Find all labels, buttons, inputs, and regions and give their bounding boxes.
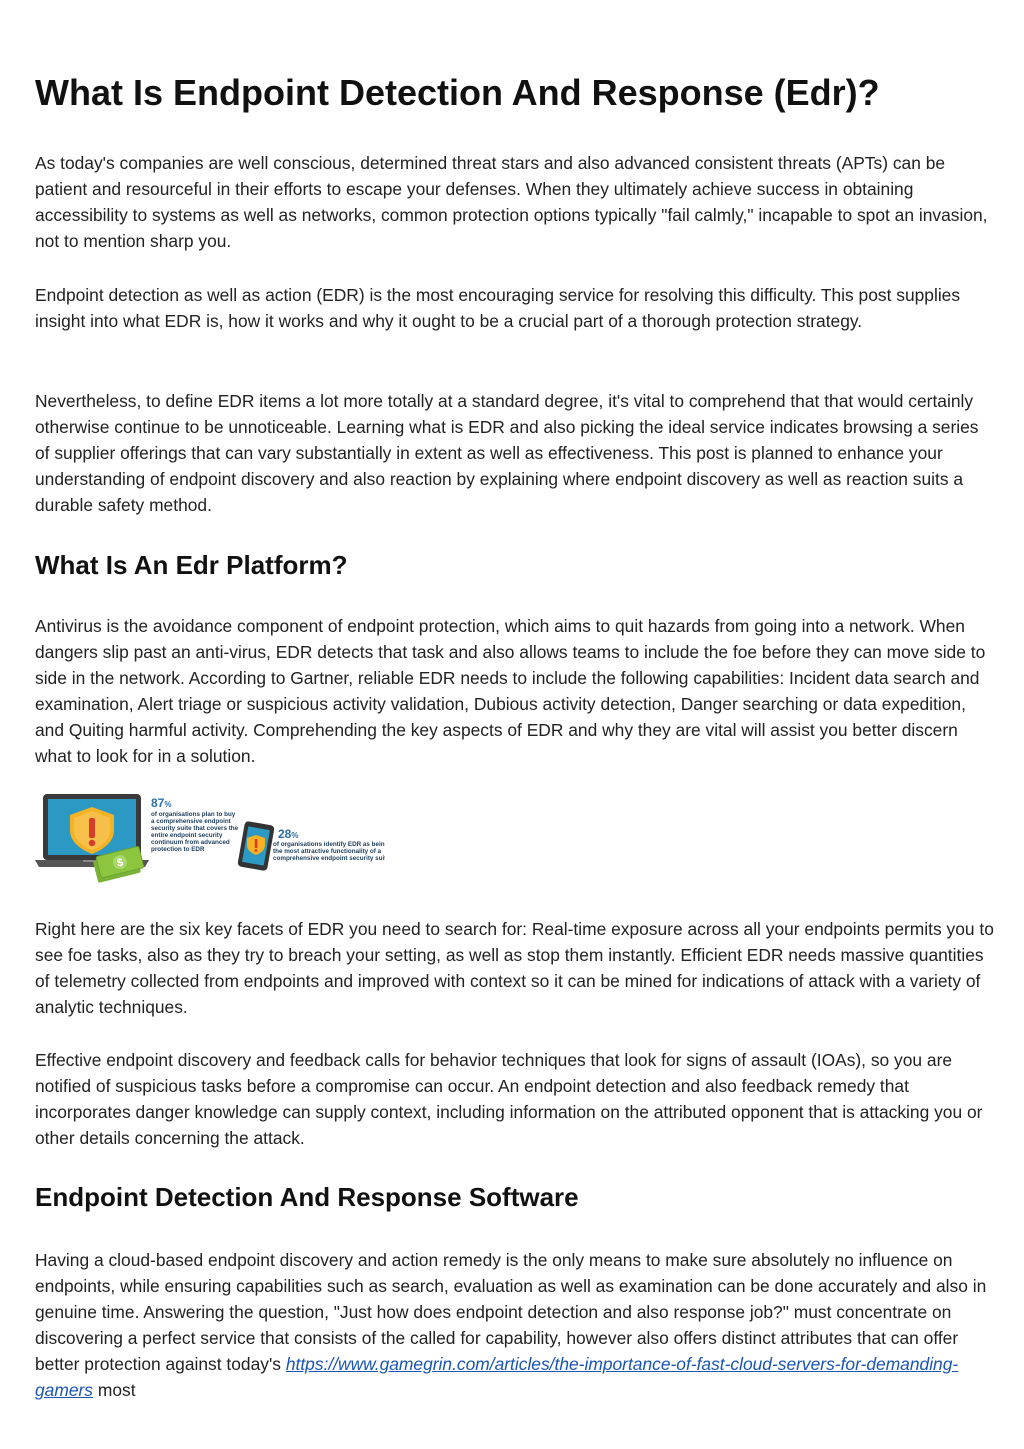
section1-paragraph-1: Antivirus is the avoidance component of endpoint protection, which aims to quit hazards from going into a network. When dangers slip past an anti-virus, EDR detects that task and also allows teams to include the foe before they can move side to side in the network. According to Gartner, reliable EDR needs to include the following capabilities: Incident data search and examination, Alert triage or suspicious activity validation, Dubious activity detection, Danger searching or data expedition, and Quiting harmful activity. Comprehending the key aspects of EDR and why they are vital will assist you better discern what to look for in a solution. xyxy=(35,616,986,766)
stat-1-line: protection to EDR xyxy=(151,846,205,853)
svg-text:87% xyxy=(151,796,171,810)
stat-1-line: a comprehensive endpoint xyxy=(151,818,231,825)
section-heading-edr-platform: What Is An Edr Platform? xyxy=(35,550,348,580)
phone-icon xyxy=(237,821,275,872)
intro-paragraph-1: As today's companies are well conscious, determined threat stars and also advanced consistent threats (APTs) can be patient and resourceful in their efforts to escape your defenses. When they ultimately achieve success in obtaining accessibility to systems as well as networks, common protection options typically "fail calmly," incapable to spot an invasion, not to mention sharp you. xyxy=(35,153,988,251)
stat-2-line: comprehensive endpoint security suite xyxy=(273,855,385,862)
stat-1-unit: % xyxy=(164,800,172,809)
stat-2-line: of organisations identify EDR as being xyxy=(273,841,385,848)
stat-1-line: entire endpoint security xyxy=(151,832,223,839)
section2-paragraph-1 xyxy=(35,1247,995,1403)
stat-1-line: continuum from advanced xyxy=(151,839,230,846)
section-heading-edr-software: Endpoint Detection And Response Software xyxy=(35,1182,579,1212)
stat-2-line: the most attractive functionality of a xyxy=(273,848,382,855)
stat-2-unit: % xyxy=(291,831,299,840)
intro-paragraph-3: Nevertheless, to define EDR items a lot more totally at a standard degree, it's vital to comprehend that that would certainly otherwise continue to be unnoticeable. Learning what is EDR and also picking the ideal service indicates browsing a series of supplier offerings that can vary substantially in extent as well as effectiveness. This post is planned to enhance your understanding of endpoint discovery and also reaction by explaining where endpoint discovery as well as reaction suits a durable safety method. xyxy=(35,391,979,515)
stat-1-line: of organisations plan to buy xyxy=(151,811,236,818)
intro-paragraph-2: Endpoint detection as well as action (EDR) is the most encouraging service for resolving this difficulty. This post supplies insight into what EDR is, how it works and why it ought to be a crucial part of a thorough protection strategy. xyxy=(35,285,961,331)
edr-infographic xyxy=(35,790,385,885)
section1-paragraph-2: Right here are the six key facets of EDR you need to search for: Real-time exposure across all your endpoints permits you to see foe tasks, also as they try to breach your setting, as well as stop them instantly. Efficient EDR needs massive quantities of telemetry collected from endpoints and improved with context so it can be mined for indications of attack with a variety of analytic techniques. xyxy=(35,919,994,1017)
section2-paragraph-text: Having a cloud-based endpoint discovery and action remedy is the only means to make sure absolutely no influence on endpoints, while ensuring capabilities such as search, evaluation as well as examination can be done accurately and also in genuine time. Answering the question, "Just how does endpoint detection and also response job?" must concentrate on discovering a perfect service that consists of the called for capability, however also offers distinct attributes that can offer better protection against today's xyxy=(35,1250,987,1374)
stat-2-value: 28 xyxy=(278,827,292,841)
stat-1 xyxy=(151,796,239,853)
section2-paragraph-tail: most xyxy=(97,1380,136,1400)
stat-2 xyxy=(273,827,385,862)
stat-1-line: security suite that covers the xyxy=(151,825,239,832)
infographic-graphic xyxy=(35,790,385,885)
gamegrin-article-link[interactable]: https://www.gamegrin.com/articles/the-importance-of-fast-cloud-servers-for-demanding-gamers xyxy=(35,1354,959,1400)
page-title: What Is Endpoint Detection And Response (Edr)? xyxy=(35,72,880,113)
section1-paragraph-3: Effective endpoint discovery and feedback calls for behavior techniques that look for signs of assault (IOAs), so you are notified of suspicious tasks before a compromise can occur. An endpoint detection and also feedback remedy that incorporates danger knowledge can supply context, including information on the attributed opponent that is attacking you or other details concerning the attack. xyxy=(35,1050,983,1148)
cash-symbol: $ xyxy=(115,856,125,870)
svg-text:28% xyxy=(278,827,298,841)
stat-1-value: 87 xyxy=(151,796,165,810)
